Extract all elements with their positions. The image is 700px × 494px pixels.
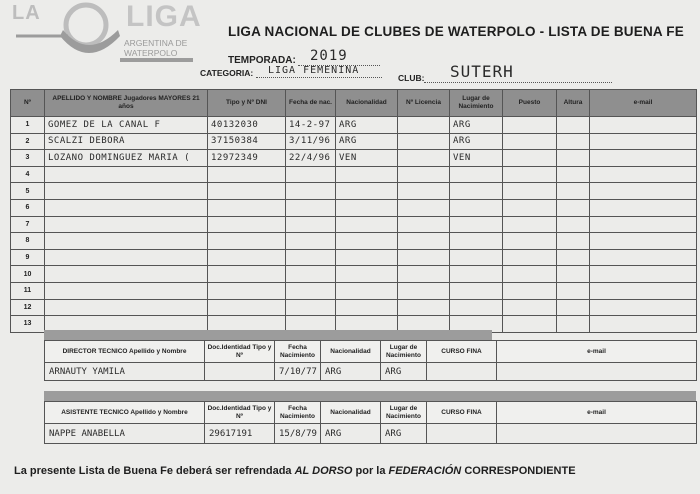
categoria-value[interactable]: LIGA FEMENINA (268, 65, 360, 76)
asistente-place[interactable]: ARG (381, 424, 427, 444)
player-cell-lic[interactable] (398, 183, 450, 200)
player-cell-dni[interactable] (208, 199, 286, 216)
asistente-h-name: ASISTENTE TECNICO Apellido y Nombre (45, 402, 205, 424)
player-cell-altura[interactable] (557, 150, 590, 167)
player-cell-nat[interactable]: ARG (336, 133, 398, 150)
player-cell-email[interactable] (590, 316, 697, 333)
player-cell-email[interactable] (590, 150, 697, 167)
player-row-number: 6 (11, 199, 45, 216)
player-cell-dni[interactable] (208, 166, 286, 183)
player-cell-birth[interactable] (286, 282, 336, 299)
asistente-h-place: Lugar de Nacimiento (381, 402, 427, 424)
player-cell-nat[interactable] (336, 282, 398, 299)
director-nat[interactable]: ARG (321, 363, 381, 381)
director-row (45, 363, 697, 381)
player-row-number: 7 (11, 216, 45, 233)
player-cell-name[interactable] (45, 216, 208, 233)
col-num: Nº (11, 90, 45, 117)
player-cell-lic[interactable] (398, 249, 450, 266)
player-cell-email[interactable] (590, 233, 697, 250)
form-title: LIGA NACIONAL DE CLUBES DE WATERPOLO - LISTA DE BUENA FE (228, 24, 684, 39)
col-puesto: Puesto (503, 90, 557, 117)
liga-logo (8, 0, 208, 75)
player-cell-name[interactable] (45, 183, 208, 200)
asistente-header-row (45, 402, 697, 424)
player-cell-nat[interactable] (336, 233, 398, 250)
player-cell-altura[interactable] (557, 216, 590, 233)
categoria-line (256, 77, 382, 78)
club-line (424, 82, 612, 83)
player-cell-altura[interactable] (557, 282, 590, 299)
player-cell-nat[interactable] (336, 199, 398, 216)
player-cell-place[interactable] (450, 249, 503, 266)
player-cell-dni[interactable]: 40132030 (208, 117, 286, 134)
director-h-birth: Fecha Nacimiento (275, 341, 321, 363)
player-cell-email[interactable] (590, 249, 697, 266)
club-label: CLUB: (398, 73, 425, 83)
player-cell-puesto[interactable] (503, 249, 557, 266)
player-cell-place[interactable] (450, 233, 503, 250)
player-cell-puesto[interactable] (503, 166, 557, 183)
player-cell-dni[interactable] (208, 216, 286, 233)
asistente-name[interactable]: NAPPE ANABELLA (45, 424, 205, 444)
player-cell-name[interactable] (45, 166, 208, 183)
player-cell-nat[interactable]: VEN (336, 150, 398, 167)
player-cell-puesto[interactable] (503, 216, 557, 233)
player-row-number: 3 (11, 150, 45, 167)
col-name: APELLIDO Y NOMBRE Jugadores MAYORES 21 años (45, 90, 208, 117)
player-row-number: 2 (11, 133, 45, 150)
col-lic: Nº Licencia (398, 90, 450, 117)
player-cell-puesto[interactable] (503, 282, 557, 299)
asistente-band (44, 391, 696, 401)
player-row (11, 216, 697, 233)
club-value[interactable]: SUTERH (450, 62, 514, 81)
player-cell-lic[interactable] (398, 216, 450, 233)
player-cell-nat[interactable] (336, 299, 398, 316)
player-row (11, 166, 697, 183)
player-cell-email[interactable] (590, 183, 697, 200)
player-cell-name[interactable]: LOZANO DOMINGUEZ MARIA ( (45, 150, 208, 167)
player-cell-altura[interactable] (557, 117, 590, 134)
player-row-number: 10 (11, 266, 45, 283)
player-cell-puesto[interactable] (503, 316, 557, 333)
asistente-h-nat: Nacionalidad (321, 402, 381, 424)
player-cell-birth[interactable]: 22/4/96 (286, 150, 336, 167)
asistente-h-email: e-mail (497, 402, 697, 424)
director-birth[interactable]: 7/10/77 (275, 363, 321, 381)
player-cell-nat[interactable] (336, 249, 398, 266)
player-cell-birth[interactable] (286, 233, 336, 250)
player-cell-lic[interactable] (398, 133, 450, 150)
logo-la: LA (12, 2, 41, 24)
player-row (11, 183, 697, 200)
director-name[interactable]: ARNAUTY YAMILA (45, 363, 205, 381)
footer-part4: FEDERACIÓN (388, 465, 462, 477)
col-nat: Nacionalidad (336, 90, 398, 117)
players-table (10, 89, 697, 333)
player-cell-place[interactable] (450, 282, 503, 299)
player-row (11, 282, 697, 299)
director-doc[interactable] (205, 363, 275, 381)
col-place: Lugar de Nacimiento (450, 90, 503, 117)
player-cell-dni[interactable]: 37150384 (208, 133, 286, 150)
player-cell-place[interactable] (450, 266, 503, 283)
player-row-number: 8 (11, 233, 45, 250)
director-table (44, 340, 697, 381)
asistente-nat[interactable]: ARG (321, 424, 381, 444)
player-row (11, 133, 697, 150)
player-cell-birth[interactable] (286, 216, 336, 233)
player-cell-altura[interactable] (557, 316, 590, 333)
director-h-name: DIRECTOR TECNICO Apellido y Nombre (45, 341, 205, 363)
player-row (11, 266, 697, 283)
player-cell-lic[interactable] (398, 299, 450, 316)
director-header-row (45, 341, 697, 363)
player-cell-name[interactable] (45, 249, 208, 266)
asistente-table (44, 401, 697, 444)
player-cell-dni[interactable]: 12972349 (208, 150, 286, 167)
player-cell-altura[interactable] (557, 233, 590, 250)
player-cell-birth[interactable]: 3/11/96 (286, 133, 336, 150)
player-row (11, 249, 697, 266)
player-row (11, 299, 697, 316)
player-cell-email[interactable] (590, 266, 697, 283)
player-cell-lic[interactable] (398, 150, 450, 167)
logo-liga: LIGA (126, 0, 202, 33)
asistente-curso[interactable] (427, 424, 497, 444)
player-row (11, 150, 697, 167)
player-row-number: 5 (11, 183, 45, 200)
director-h-nat: Nacionalidad (321, 341, 381, 363)
player-cell-dni[interactable] (208, 266, 286, 283)
director-h-doc: Doc.Identidad Tipo y Nº (205, 341, 275, 363)
player-cell-lic[interactable] (398, 117, 450, 134)
asistente-h-doc: Doc.Identidad Tipo y Nº (205, 402, 275, 424)
player-cell-name[interactable]: SCALZI DEBORA (45, 133, 208, 150)
director-curso[interactable] (427, 363, 497, 381)
player-cell-nat[interactable] (336, 183, 398, 200)
player-cell-email[interactable] (590, 299, 697, 316)
player-row (11, 117, 697, 134)
temporada-value[interactable]: 2019 (310, 48, 348, 64)
player-cell-puesto[interactable] (503, 233, 557, 250)
player-cell-dni[interactable] (208, 249, 286, 266)
footer-part1: La presente Lista de Buena Fe deberá ser refrendada (14, 465, 295, 477)
player-cell-email[interactable] (590, 166, 697, 183)
player-cell-place[interactable]: ARG (450, 117, 503, 134)
player-cell-puesto[interactable] (503, 133, 557, 150)
col-dni: Tipo y Nº DNI (208, 90, 286, 117)
player-cell-name[interactable]: GOMEZ DE LA CANAL F (45, 117, 208, 134)
player-cell-nat[interactable] (336, 216, 398, 233)
player-cell-puesto[interactable] (503, 266, 557, 283)
player-cell-birth[interactable] (286, 299, 336, 316)
director-place[interactable]: ARG (381, 363, 427, 381)
player-cell-place[interactable] (450, 299, 503, 316)
player-row-number: 11 (11, 282, 45, 299)
player-cell-birth[interactable] (286, 199, 336, 216)
player-cell-dni[interactable] (208, 299, 286, 316)
player-cell-puesto[interactable] (503, 183, 557, 200)
player-cell-place[interactable] (450, 216, 503, 233)
player-cell-lic[interactable] (398, 199, 450, 216)
player-row-number: 9 (11, 249, 45, 266)
player-cell-name[interactable] (45, 299, 208, 316)
player-row (11, 233, 697, 250)
player-cell-place[interactable] (450, 166, 503, 183)
player-cell-name[interactable] (45, 199, 208, 216)
player-cell-email[interactable] (590, 133, 697, 150)
player-cell-altura[interactable] (557, 166, 590, 183)
player-cell-place[interactable] (450, 199, 503, 216)
player-cell-name[interactable] (45, 233, 208, 250)
col-email: e-mail (590, 90, 697, 117)
footer-part3: por la (352, 465, 389, 477)
player-cell-birth[interactable] (286, 266, 336, 283)
player-cell-dni[interactable] (208, 233, 286, 250)
asistente-birth[interactable]: 15/8/79 (275, 424, 321, 444)
player-cell-birth[interactable] (286, 166, 336, 183)
player-cell-altura[interactable] (557, 266, 590, 283)
player-cell-email[interactable] (590, 282, 697, 299)
player-cell-dni[interactable] (208, 282, 286, 299)
player-cell-puesto[interactable] (503, 299, 557, 316)
footer-note (14, 465, 576, 477)
temporada-label: TEMPORADA: (228, 55, 296, 66)
player-cell-puesto[interactable] (503, 199, 557, 216)
asistente-row (45, 424, 697, 444)
player-cell-altura[interactable] (557, 199, 590, 216)
director-h-email: e-mail (497, 341, 697, 363)
director-h-place: Lugar de Nacimiento (381, 341, 427, 363)
player-cell-lic[interactable] (398, 166, 450, 183)
player-cell-altura[interactable] (557, 249, 590, 266)
player-cell-dni[interactable] (208, 183, 286, 200)
player-cell-lic[interactable] (398, 266, 450, 283)
players-header-row (11, 90, 697, 117)
player-row-number: 4 (11, 166, 45, 183)
player-row-number: 1 (11, 117, 45, 134)
player-cell-lic[interactable] (398, 233, 450, 250)
player-cell-altura[interactable] (557, 183, 590, 200)
player-row-number: 13 (11, 316, 45, 333)
player-cell-birth[interactable] (286, 183, 336, 200)
player-cell-lic[interactable] (398, 282, 450, 299)
player-cell-birth[interactable]: 14-2-97 (286, 117, 336, 134)
director-h-curso: CURSO FINA (427, 341, 497, 363)
player-cell-name[interactable] (45, 266, 208, 283)
logo-line2: WATERPOLO (124, 48, 178, 58)
director-email[interactable] (497, 363, 697, 381)
footer-part2: AL DORSO (294, 465, 353, 477)
col-altura: Altura (557, 90, 590, 117)
director-band (44, 330, 492, 340)
player-cell-email[interactable] (590, 117, 697, 134)
player-cell-nat[interactable] (336, 166, 398, 183)
logo-line1: ARGENTINA DE (124, 38, 188, 48)
asistente-doc[interactable]: 29617191 (205, 424, 275, 444)
player-cell-altura[interactable] (557, 133, 590, 150)
player-cell-email[interactable] (590, 199, 697, 216)
player-cell-place[interactable] (450, 183, 503, 200)
player-cell-nat[interactable]: ARG (336, 117, 398, 134)
player-cell-puesto[interactable] (503, 117, 557, 134)
player-cell-puesto[interactable] (503, 150, 557, 167)
player-cell-altura[interactable] (557, 299, 590, 316)
player-cell-name[interactable] (45, 282, 208, 299)
player-cell-place[interactable]: VEN (450, 150, 503, 167)
player-cell-nat[interactable] (336, 266, 398, 283)
player-cell-birth[interactable] (286, 249, 336, 266)
asistente-email[interactable] (497, 424, 697, 444)
asistente-h-birth: Fecha Nacimiento (275, 402, 321, 424)
player-row (11, 199, 697, 216)
footer-part5: CORRESPONDIENTE (461, 465, 576, 477)
asistente-h-curso: CURSO FINA (427, 402, 497, 424)
categoria-label: CATEGORIA: (200, 68, 254, 78)
player-cell-place[interactable]: ARG (450, 133, 503, 150)
col-birth: Fecha de nac. (286, 90, 336, 117)
player-cell-email[interactable] (590, 216, 697, 233)
player-row-number: 12 (11, 299, 45, 316)
